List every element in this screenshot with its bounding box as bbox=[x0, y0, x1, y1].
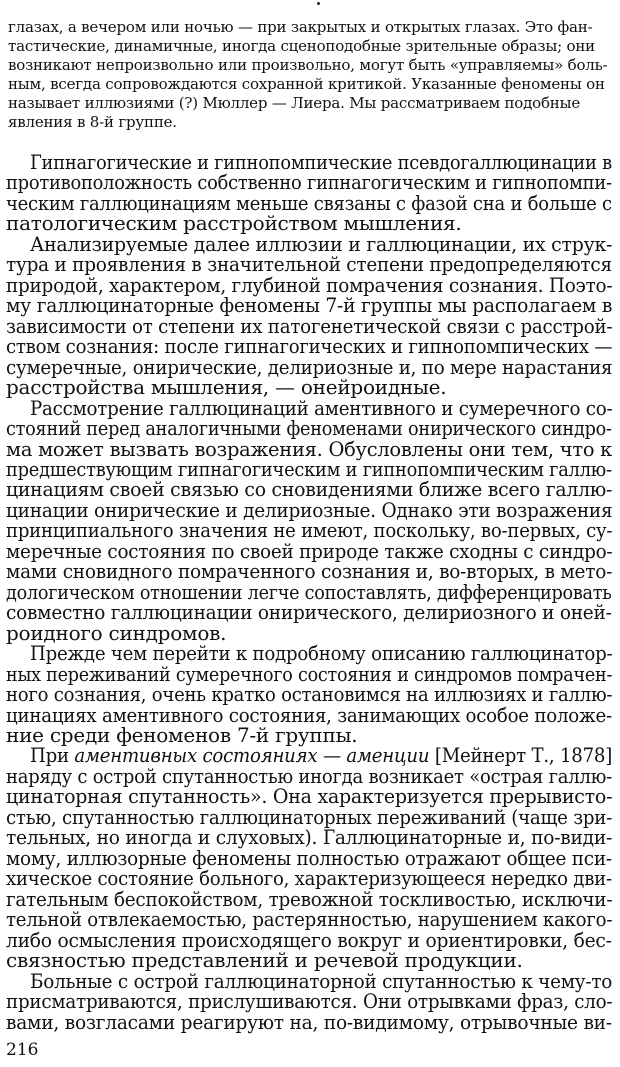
paragraph-line: связностью представлений и речевой продукции. bbox=[6, 948, 523, 973]
paragraph-line: стью, спутанностью галлюцинаторных переживаний (чаще зри- bbox=[6, 804, 613, 829]
footnote-line: явления в 8-й группе. bbox=[8, 113, 177, 131]
paragraph-line: совместно галлюцинации онирического, делириозного и оней- bbox=[6, 600, 612, 625]
paragraph-line: природой, характером, глубиной помрачения сознания. Поэто- bbox=[6, 272, 613, 297]
paragraph-line: му галлюцинаторные феномены 7-й группы мы располагаем в bbox=[6, 293, 613, 318]
paragraph-line: хическое состояние больного, характеризующееся нередко дви- bbox=[6, 866, 612, 891]
paragraph-line: патологическим расстройством мышления. bbox=[6, 211, 462, 236]
paragraph-line: предшествующим гипнагогическим и гипнопомпическим галлю- bbox=[6, 456, 612, 481]
footnote-line: называет иллюзиями (?) Мюллер — Лиера. Мы рассматриваем подобные bbox=[8, 94, 581, 112]
paragraph-line: противоположность собственно гипнагогическим и гипнопомпи- bbox=[6, 170, 612, 195]
paragraph-line-with-italic: При аментивных состояниях — аменции [Мейнерт Т., 1878] bbox=[30, 743, 613, 768]
paragraph-line: расстройства мышления, — онейроидные. bbox=[6, 375, 447, 400]
paragraph-line: тельных, но иногда и слуховых). Галлюцинаторные и, по-види- bbox=[6, 825, 613, 850]
page-number: 216 bbox=[6, 1040, 39, 1060]
footnote-line: глазах, а вечером или ночью — при закрытых и открытых глазах. Это фан- bbox=[8, 18, 593, 36]
paragraph-line: тура и проявления в значительной степени предопределяются bbox=[6, 252, 612, 277]
paragraph-line: Прежде чем перейти к подробному описанию галлюцинатор- bbox=[30, 641, 613, 666]
paragraph-line: мому, иллюзорные феномены полностью отражают общее пси- bbox=[6, 845, 612, 870]
footnote-line: тастические, динамичные, иногда сценоподобные зрительные образы; они bbox=[8, 37, 595, 55]
printing-dot bbox=[317, 2, 320, 5]
paragraph-line: стояний перед аналогичными феноменами онирического синдро- bbox=[6, 416, 612, 441]
paragraph-line: вами, возгласами реагируют на, по-видимому, отрывочные ви- bbox=[6, 1009, 612, 1034]
paragraph-line: либо осмысления происходящего вокруг и ориентировки, бес- bbox=[6, 927, 612, 952]
paragraph-line: принципиального значения не имеют, поскольку, во-первых, су- bbox=[6, 518, 613, 543]
paragraph-line: цинациям своей связью со сновидениями ближе всего галлю- bbox=[6, 477, 613, 502]
paragraph-line: цинации онирические и делириозные. Однако эти возражения bbox=[6, 497, 613, 522]
paragraph-line: Анализируемые далее иллюзии и галлюцинации, их струк- bbox=[30, 231, 613, 256]
paragraph-line: сумеречные, онирические, делириозные и, по мере нарастания bbox=[6, 354, 613, 379]
paragraph-line: цинаторная спутанность». Она характеризуется прерывисто- bbox=[6, 784, 613, 809]
paragraph-line: ческим галлюцинациям меньше связаны с фазой сна и больше с bbox=[6, 190, 612, 215]
paragraph-line: Рассмотрение галлюцинаций аментивного и сумеречного со- bbox=[30, 395, 613, 420]
footnote-line: ным, всегда сопровождаются сохранной критикой. Указанные феномены он bbox=[8, 75, 605, 93]
paragraph-line: наряду с острой спутанностью иногда возникает «острая галлю- bbox=[6, 763, 612, 788]
paragraph-line: ных переживаний сумеречного состояния и синдромов помрачен- bbox=[6, 661, 613, 686]
paragraph-line: ного сознания, очень кратко остановимся на иллюзиях и галлю- bbox=[6, 682, 613, 707]
paragraph-line: цинациях аментивного состояния, занимающих особое положе- bbox=[6, 702, 612, 727]
footnote-line: возникают непроизвольно или произвольно, могут быть «управляемы» боль- bbox=[8, 56, 608, 74]
paragraph-line: меречные состояния по своей природе также сходны с синдро- bbox=[6, 538, 613, 563]
paragraph-line: гательным беспокойством, тревожной тоскливостью, исключи- bbox=[6, 886, 613, 911]
italic-term: аментивных состояниях — аменции bbox=[74, 743, 430, 768]
paragraph-line: Больные с острой галлюцинаторной спутанностью к чему-то bbox=[30, 968, 613, 993]
paragraph-line: ние среди феноменов 7-й группы. bbox=[6, 723, 358, 748]
paragraph-line: роидного синдромов. bbox=[6, 620, 227, 645]
paragraph-line: дологическом отношении легче сопоставлять, дифференцировать bbox=[6, 579, 612, 604]
paragraph-line: присматриваются, прислушиваются. Они отрывками фраз, сло- bbox=[6, 989, 613, 1014]
paragraph-line: ма может вызвать возражения. Обусловлены они тем, что к bbox=[6, 436, 613, 461]
paragraph-line: Гипнагогические и гипнопомпические псевдогаллюцинации в bbox=[30, 150, 612, 174]
paragraph-line: тельной отвлекаемостью, растерянностью, нарушением какого- bbox=[6, 907, 613, 932]
paragraph-line: мами сновидного помраченного сознания и, во-вторых, в мето- bbox=[6, 559, 613, 584]
paragraph-line: зависимости от степени их патогенетической связи с расстрой- bbox=[6, 313, 613, 338]
paragraph-line: ством сознания: после гипнагогических и гипнопомпических — bbox=[6, 334, 613, 359]
